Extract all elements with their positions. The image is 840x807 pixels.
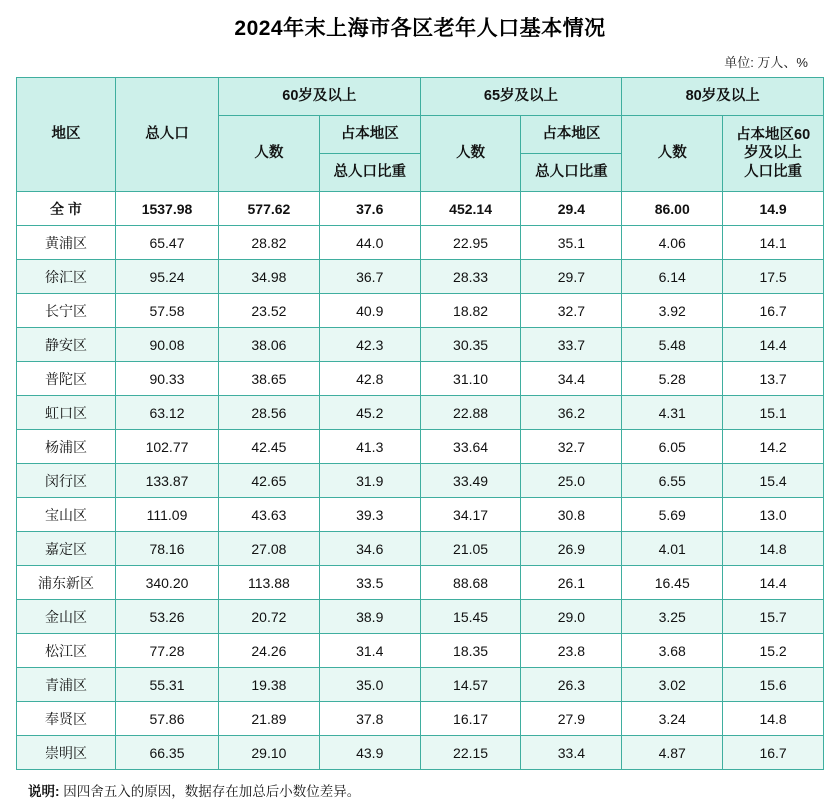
cell-count-60: 42.45 bbox=[219, 430, 320, 464]
table-row bbox=[17, 362, 824, 396]
cell-share-80: 15.2 bbox=[723, 634, 824, 668]
cell-share-60: 45.2 bbox=[319, 396, 420, 430]
header-row-groups bbox=[17, 78, 824, 116]
cell-count-65: 18.82 bbox=[420, 294, 521, 328]
table-row bbox=[17, 634, 824, 668]
cell-share-80: 13.7 bbox=[723, 362, 824, 396]
cell-share-60: 42.3 bbox=[319, 328, 420, 362]
cell-count-65: 22.95 bbox=[420, 226, 521, 260]
cell-region: 青浦区 bbox=[17, 668, 116, 702]
header-share-80 bbox=[723, 116, 824, 192]
cell-count-65: 18.35 bbox=[420, 634, 521, 668]
cell-share-65: 29.0 bbox=[521, 600, 622, 634]
cell-count-60: 34.98 bbox=[219, 260, 320, 294]
cell-count-80: 5.28 bbox=[622, 362, 723, 396]
cell-share-80: 14.4 bbox=[723, 328, 824, 362]
table-row bbox=[17, 294, 824, 328]
cell-total-population: 340.20 bbox=[116, 566, 219, 600]
cell-share-60: 42.8 bbox=[319, 362, 420, 396]
cell-count-60: 42.65 bbox=[219, 464, 320, 498]
cell-share-65: 33.4 bbox=[521, 736, 622, 770]
table-row bbox=[17, 600, 824, 634]
cell-count-65: 30.35 bbox=[420, 328, 521, 362]
cell-share-60: 40.9 bbox=[319, 294, 420, 328]
cell-total-population: 95.24 bbox=[116, 260, 219, 294]
cell-share-80: 14.4 bbox=[723, 566, 824, 600]
cell-share-65: 26.3 bbox=[521, 668, 622, 702]
cell-share-60: 34.6 bbox=[319, 532, 420, 566]
cell-share-60: 35.0 bbox=[319, 668, 420, 702]
cell-count-80: 4.01 bbox=[622, 532, 723, 566]
cell-count-60: 38.65 bbox=[219, 362, 320, 396]
cell-total-population: 78.16 bbox=[116, 532, 219, 566]
header-count-65: 人数 bbox=[420, 116, 521, 192]
page-title: 2024年末上海市各区老年人口基本情况 bbox=[234, 17, 606, 40]
table-body bbox=[17, 192, 824, 770]
cell-count-80: 6.14 bbox=[622, 260, 723, 294]
table-header bbox=[17, 78, 824, 192]
cell-count-60: 21.89 bbox=[219, 702, 320, 736]
cell-count-60: 29.10 bbox=[219, 736, 320, 770]
cell-count-65: 452.14 bbox=[420, 192, 521, 226]
cell-share-65: 33.7 bbox=[521, 328, 622, 362]
cell-count-80: 4.31 bbox=[622, 396, 723, 430]
table-row bbox=[17, 702, 824, 736]
cell-count-80: 3.25 bbox=[622, 600, 723, 634]
cell-region: 崇明区 bbox=[17, 736, 116, 770]
cell-share-80: 16.7 bbox=[723, 294, 824, 328]
cell-share-80: 13.0 bbox=[723, 498, 824, 532]
cell-share-65: 36.2 bbox=[521, 396, 622, 430]
header-share-80-line1: 占本地区60 bbox=[736, 126, 811, 143]
header-group-60: 60岁及以上 bbox=[219, 78, 421, 116]
header-region: 地区 bbox=[17, 78, 116, 192]
footnote bbox=[28, 780, 812, 800]
table-row bbox=[17, 260, 824, 294]
cell-total-population: 63.12 bbox=[116, 396, 219, 430]
cell-count-65: 34.17 bbox=[420, 498, 521, 532]
cell-count-60: 20.72 bbox=[219, 600, 320, 634]
header-group-65: 65岁及以上 bbox=[420, 78, 622, 116]
footnote-label: 说明: bbox=[28, 784, 60, 799]
header-group-80: 80岁及以上 bbox=[622, 78, 824, 116]
cell-count-60: 113.88 bbox=[219, 566, 320, 600]
cell-share-65: 29.4 bbox=[521, 192, 622, 226]
cell-count-80: 5.69 bbox=[622, 498, 723, 532]
cell-share-65: 27.9 bbox=[521, 702, 622, 736]
cell-count-80: 3.68 bbox=[622, 634, 723, 668]
cell-region: 长宁区 bbox=[17, 294, 116, 328]
cell-total-population: 57.86 bbox=[116, 702, 219, 736]
cell-count-65: 22.15 bbox=[420, 736, 521, 770]
header-count-60: 人数 bbox=[219, 116, 320, 192]
cell-share-60: 33.5 bbox=[319, 566, 420, 600]
cell-region: 静安区 bbox=[17, 328, 116, 362]
cell-count-60: 38.06 bbox=[219, 328, 320, 362]
cell-total-population: 111.09 bbox=[116, 498, 219, 532]
table-row bbox=[17, 668, 824, 702]
cell-count-65: 21.05 bbox=[420, 532, 521, 566]
cell-share-65: 32.7 bbox=[521, 294, 622, 328]
cell-share-65: 29.7 bbox=[521, 260, 622, 294]
cell-total-population: 66.35 bbox=[116, 736, 219, 770]
cell-total-population: 57.58 bbox=[116, 294, 219, 328]
cell-share-60: 38.9 bbox=[319, 600, 420, 634]
cell-count-80: 6.55 bbox=[622, 464, 723, 498]
cell-share-60: 37.6 bbox=[319, 192, 420, 226]
cell-share-65: 26.1 bbox=[521, 566, 622, 600]
table-row bbox=[17, 736, 824, 770]
cell-share-80: 15.6 bbox=[723, 668, 824, 702]
cell-count-65: 15.45 bbox=[420, 600, 521, 634]
cell-share-60: 36.7 bbox=[319, 260, 420, 294]
cell-share-65: 35.1 bbox=[521, 226, 622, 260]
cell-total-population: 133.87 bbox=[116, 464, 219, 498]
cell-count-80: 6.05 bbox=[622, 430, 723, 464]
table-row bbox=[17, 430, 824, 464]
cell-share-65: 26.9 bbox=[521, 532, 622, 566]
cell-count-80: 3.24 bbox=[622, 702, 723, 736]
cell-share-60: 44.0 bbox=[319, 226, 420, 260]
cell-count-65: 22.88 bbox=[420, 396, 521, 430]
cell-share-80: 14.2 bbox=[723, 430, 824, 464]
cell-region: 浦东新区 bbox=[17, 566, 116, 600]
cell-total-population: 55.31 bbox=[116, 668, 219, 702]
table-row bbox=[17, 226, 824, 260]
header-total-population: 总人口 bbox=[116, 78, 219, 192]
cell-region: 宝山区 bbox=[17, 498, 116, 532]
table-row bbox=[17, 192, 824, 226]
cell-count-65: 28.33 bbox=[420, 260, 521, 294]
elderly-population-table bbox=[16, 77, 824, 770]
table-row bbox=[17, 532, 824, 566]
header-share-60-line2: 总人口比重 bbox=[319, 154, 420, 192]
cell-total-population: 90.33 bbox=[116, 362, 219, 396]
header-share-80-line2: 岁及以上 bbox=[744, 145, 803, 162]
cell-total-population: 65.47 bbox=[116, 226, 219, 260]
cell-region: 虹口区 bbox=[17, 396, 116, 430]
cell-total-population: 102.77 bbox=[116, 430, 219, 464]
header-share-60-line1: 占本地区 bbox=[319, 116, 420, 154]
cell-count-65: 88.68 bbox=[420, 566, 521, 600]
header-share-80-line3: 人口比重 bbox=[744, 163, 803, 180]
cell-region: 金山区 bbox=[17, 600, 116, 634]
cell-share-80: 14.8 bbox=[723, 532, 824, 566]
header-count-80: 人数 bbox=[622, 116, 723, 192]
cell-region: 全 市 bbox=[17, 192, 116, 226]
cell-share-60: 41.3 bbox=[319, 430, 420, 464]
cell-total-population: 53.26 bbox=[116, 600, 219, 634]
cell-count-60: 27.08 bbox=[219, 532, 320, 566]
cell-region: 黄浦区 bbox=[17, 226, 116, 260]
cell-share-80: 14.1 bbox=[723, 226, 824, 260]
cell-share-65: 32.7 bbox=[521, 430, 622, 464]
cell-count-60: 19.38 bbox=[219, 668, 320, 702]
cell-count-80: 3.92 bbox=[622, 294, 723, 328]
table-row bbox=[17, 566, 824, 600]
cell-share-60: 39.3 bbox=[319, 498, 420, 532]
cell-share-80: 17.5 bbox=[723, 260, 824, 294]
cell-region: 松江区 bbox=[17, 634, 116, 668]
cell-share-65: 34.4 bbox=[521, 362, 622, 396]
unit-note: 单位: 万人、% bbox=[724, 55, 808, 70]
cell-share-80: 16.7 bbox=[723, 736, 824, 770]
cell-share-60: 31.9 bbox=[319, 464, 420, 498]
cell-region: 奉贤区 bbox=[17, 702, 116, 736]
cell-share-60: 37.8 bbox=[319, 702, 420, 736]
cell-count-60: 24.26 bbox=[219, 634, 320, 668]
cell-count-60: 43.63 bbox=[219, 498, 320, 532]
cell-share-80: 15.1 bbox=[723, 396, 824, 430]
cell-count-60: 23.52 bbox=[219, 294, 320, 328]
cell-region: 普陀区 bbox=[17, 362, 116, 396]
cell-count-80: 3.02 bbox=[622, 668, 723, 702]
cell-total-population: 90.08 bbox=[116, 328, 219, 362]
cell-count-80: 16.45 bbox=[622, 566, 723, 600]
footnote-text: 因四舍五入的原因，数据存在加总后小数位差异。 bbox=[63, 784, 361, 799]
cell-count-65: 14.57 bbox=[420, 668, 521, 702]
cell-count-65: 33.64 bbox=[420, 430, 521, 464]
cell-region: 杨浦区 bbox=[17, 430, 116, 464]
header-share-65-line1: 占本地区 bbox=[521, 116, 622, 154]
cell-share-80: 14.9 bbox=[723, 192, 824, 226]
cell-count-80: 86.00 bbox=[622, 192, 723, 226]
cell-count-80: 4.06 bbox=[622, 226, 723, 260]
cell-region: 嘉定区 bbox=[17, 532, 116, 566]
cell-count-65: 31.10 bbox=[420, 362, 521, 396]
cell-share-60: 31.4 bbox=[319, 634, 420, 668]
cell-region: 徐汇区 bbox=[17, 260, 116, 294]
table-row bbox=[17, 396, 824, 430]
cell-share-65: 25.0 bbox=[521, 464, 622, 498]
cell-total-population: 1537.98 bbox=[116, 192, 219, 226]
cell-share-65: 30.8 bbox=[521, 498, 622, 532]
cell-share-80: 15.7 bbox=[723, 600, 824, 634]
table-row bbox=[17, 498, 824, 532]
cell-count-80: 5.48 bbox=[622, 328, 723, 362]
cell-count-60: 28.82 bbox=[219, 226, 320, 260]
table-row bbox=[17, 464, 824, 498]
cell-share-65: 23.8 bbox=[521, 634, 622, 668]
cell-share-80: 14.8 bbox=[723, 702, 824, 736]
cell-share-60: 43.9 bbox=[319, 736, 420, 770]
cell-count-65: 33.49 bbox=[420, 464, 521, 498]
cell-count-80: 4.87 bbox=[622, 736, 723, 770]
cell-count-60: 577.62 bbox=[219, 192, 320, 226]
cell-count-60: 28.56 bbox=[219, 396, 320, 430]
table-row bbox=[17, 328, 824, 362]
cell-region: 闵行区 bbox=[17, 464, 116, 498]
header-share-65-line2: 总人口比重 bbox=[521, 154, 622, 192]
cell-share-80: 15.4 bbox=[723, 464, 824, 498]
cell-count-65: 16.17 bbox=[420, 702, 521, 736]
cell-total-population: 77.28 bbox=[116, 634, 219, 668]
